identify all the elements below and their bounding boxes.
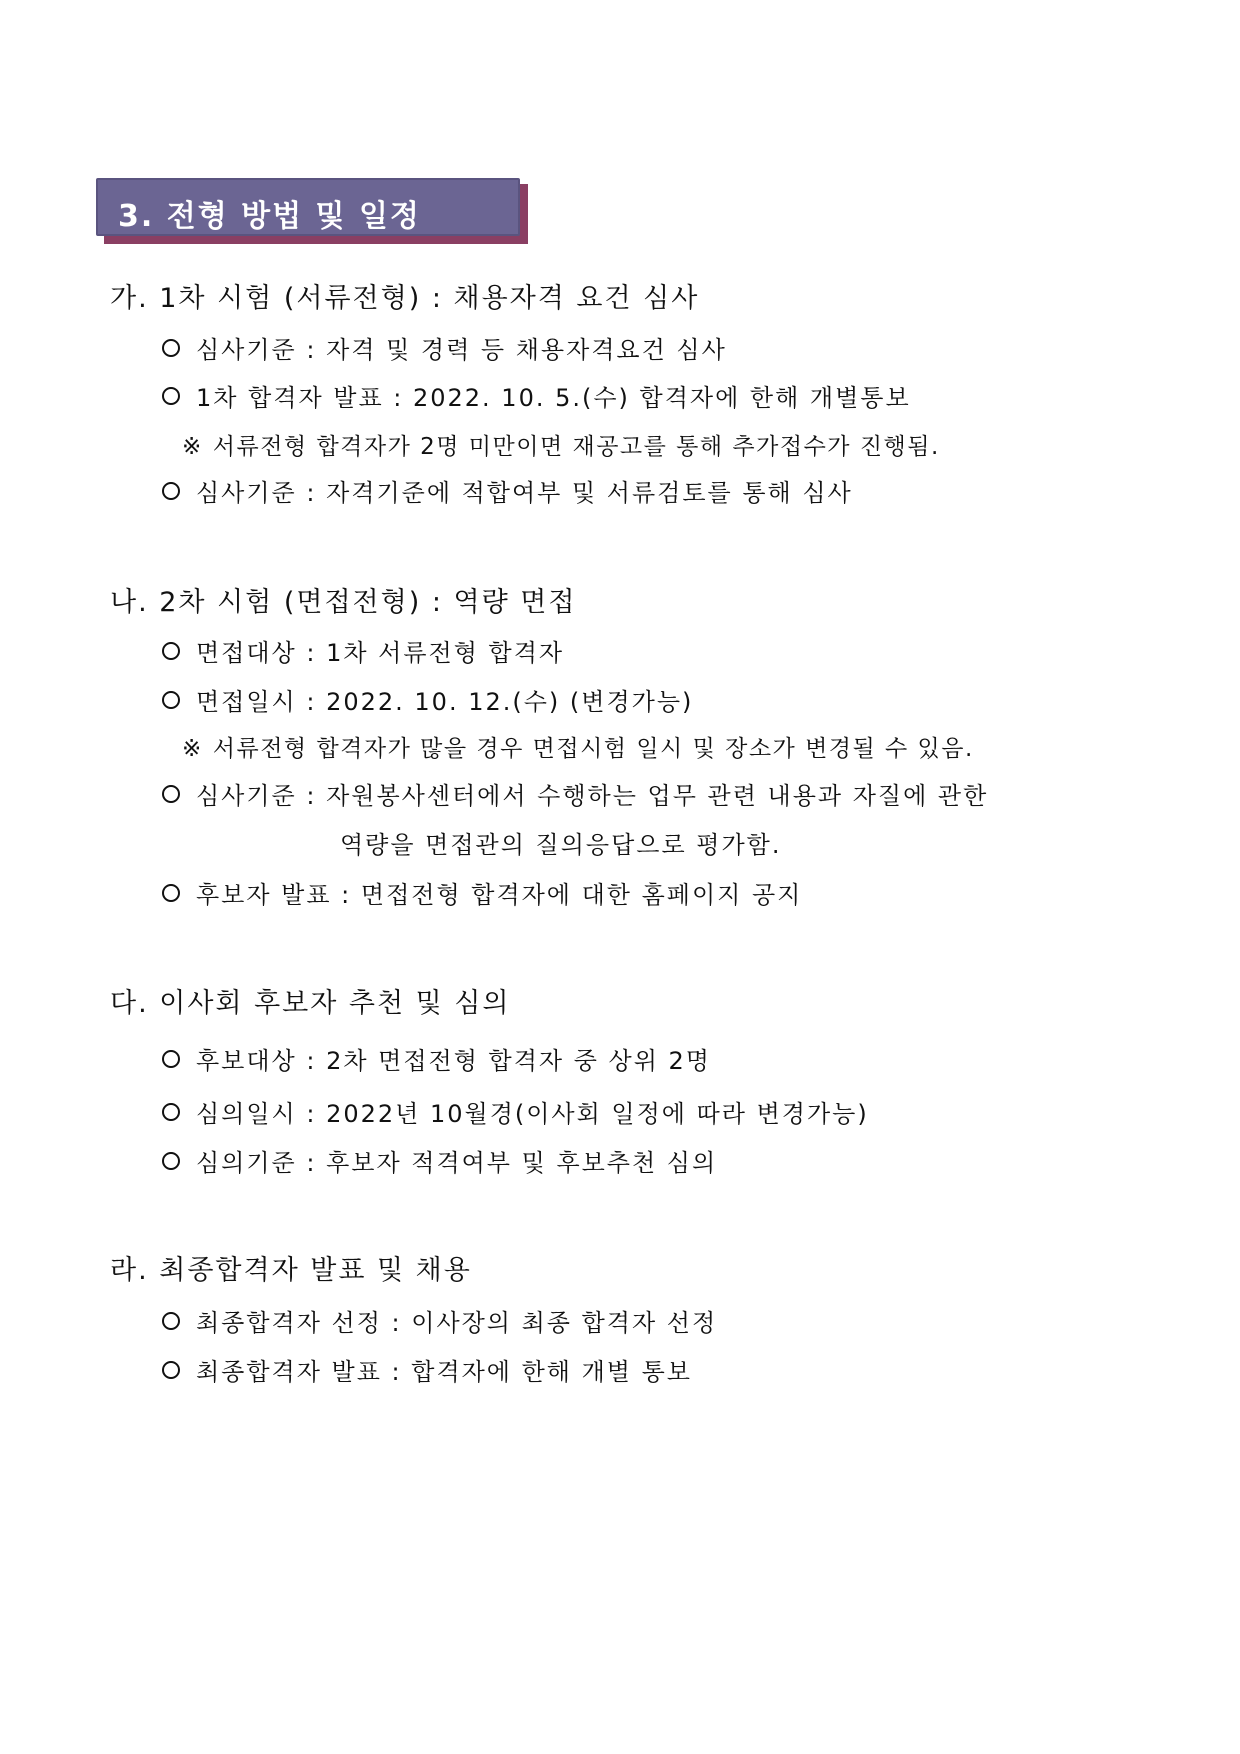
list-item [162,682,693,717]
list-item [162,1303,717,1338]
reference-mark-icon: ※ [182,434,203,460]
list-item-text: 후보자 발표 : 면접전형 합격자에 대한 홈페이지 공지 [196,881,803,909]
list-item-text: 심사기준 : 자격기준에 적합여부 및 서류검토를 통해 심사 [196,479,853,507]
list-item [162,378,911,413]
heading-na: 나. 2차 시험 (면접전형) : 역량 면접 [110,587,577,618]
note-text: 서류전형 합격자가 2명 미만이면 재공고를 통해 추가접수가 진행됨. [212,434,940,460]
reference-mark-icon: ※ [182,736,203,762]
list-item-text: 후보대상 : 2차 면접전형 합격자 중 상위 2명 [196,1047,711,1075]
section-title-box [96,178,530,248]
circle-bullet-icon [162,1050,180,1068]
circle-bullet-icon [162,785,180,803]
circle-bullet-icon [162,1152,180,1170]
circle-bullet-icon [162,1361,180,1379]
list-item-text: 심의기준 : 후보자 적격여부 및 후보추천 심의 [196,1149,718,1177]
heading-ga: 가. 1차 시험 (서류전형) : 채용자격 요건 심사 [110,283,700,314]
note [182,428,940,461]
list-item-text: 심의일시 : 2022년 10월경(이사회 일정에 따라 변경가능) [196,1100,869,1128]
list-item [162,1041,711,1076]
list-item-text: 최종합격자 발표 : 합격자에 한해 개별 통보 [196,1358,692,1386]
circle-bullet-icon [162,884,180,902]
list-item-continuation: 역량을 면접관의 질의응답으로 평가함. [340,831,782,859]
circle-bullet-icon [162,1312,180,1330]
circle-bullet-icon [162,691,180,709]
section-title-background [96,178,520,236]
list-item-text: 면접일시 : 2022. 10. 12.(수) (변경가능) [196,688,694,716]
list-item-text: 심사기준 : 자격 및 경력 등 채용자격요건 심사 [196,336,727,364]
circle-bullet-icon [162,387,180,405]
list-item [162,1094,869,1129]
circle-bullet-icon [162,642,180,660]
list-item-text: 최종합격자 선정 : 이사장의 최종 합격자 선정 [196,1309,718,1337]
list-item [162,633,564,668]
note-text: 서류전형 합격자가 많을 경우 면접시험 일시 및 장소가 변경될 수 있음. [212,736,974,762]
list-item [162,473,853,508]
list-item-text: 심사기준 : 자원봉사센터에서 수행하는 업무 관련 내용과 자질에 관한 [196,782,989,810]
circle-bullet-icon [162,339,180,357]
circle-bullet-icon [162,1103,180,1121]
circle-bullet-icon [162,482,180,500]
heading-da: 다. 이사회 후보자 추천 및 심의 [110,988,511,1019]
list-item [162,776,988,811]
list-item [162,875,802,910]
list-item [162,330,727,365]
section-title: 3. 전형 방법 및 일정 [118,199,421,234]
list-item [162,1143,717,1178]
heading-ra: 라. 최종합격자 발표 및 채용 [110,1255,472,1286]
list-item-text: 1차 합격자 발표 : 2022. 10. 5.(수) 합격자에 한해 개별통보 [196,384,911,412]
list-item [162,1352,692,1387]
note [182,730,974,763]
list-item-text: 면접대상 : 1차 서류전형 합격자 [196,639,565,667]
